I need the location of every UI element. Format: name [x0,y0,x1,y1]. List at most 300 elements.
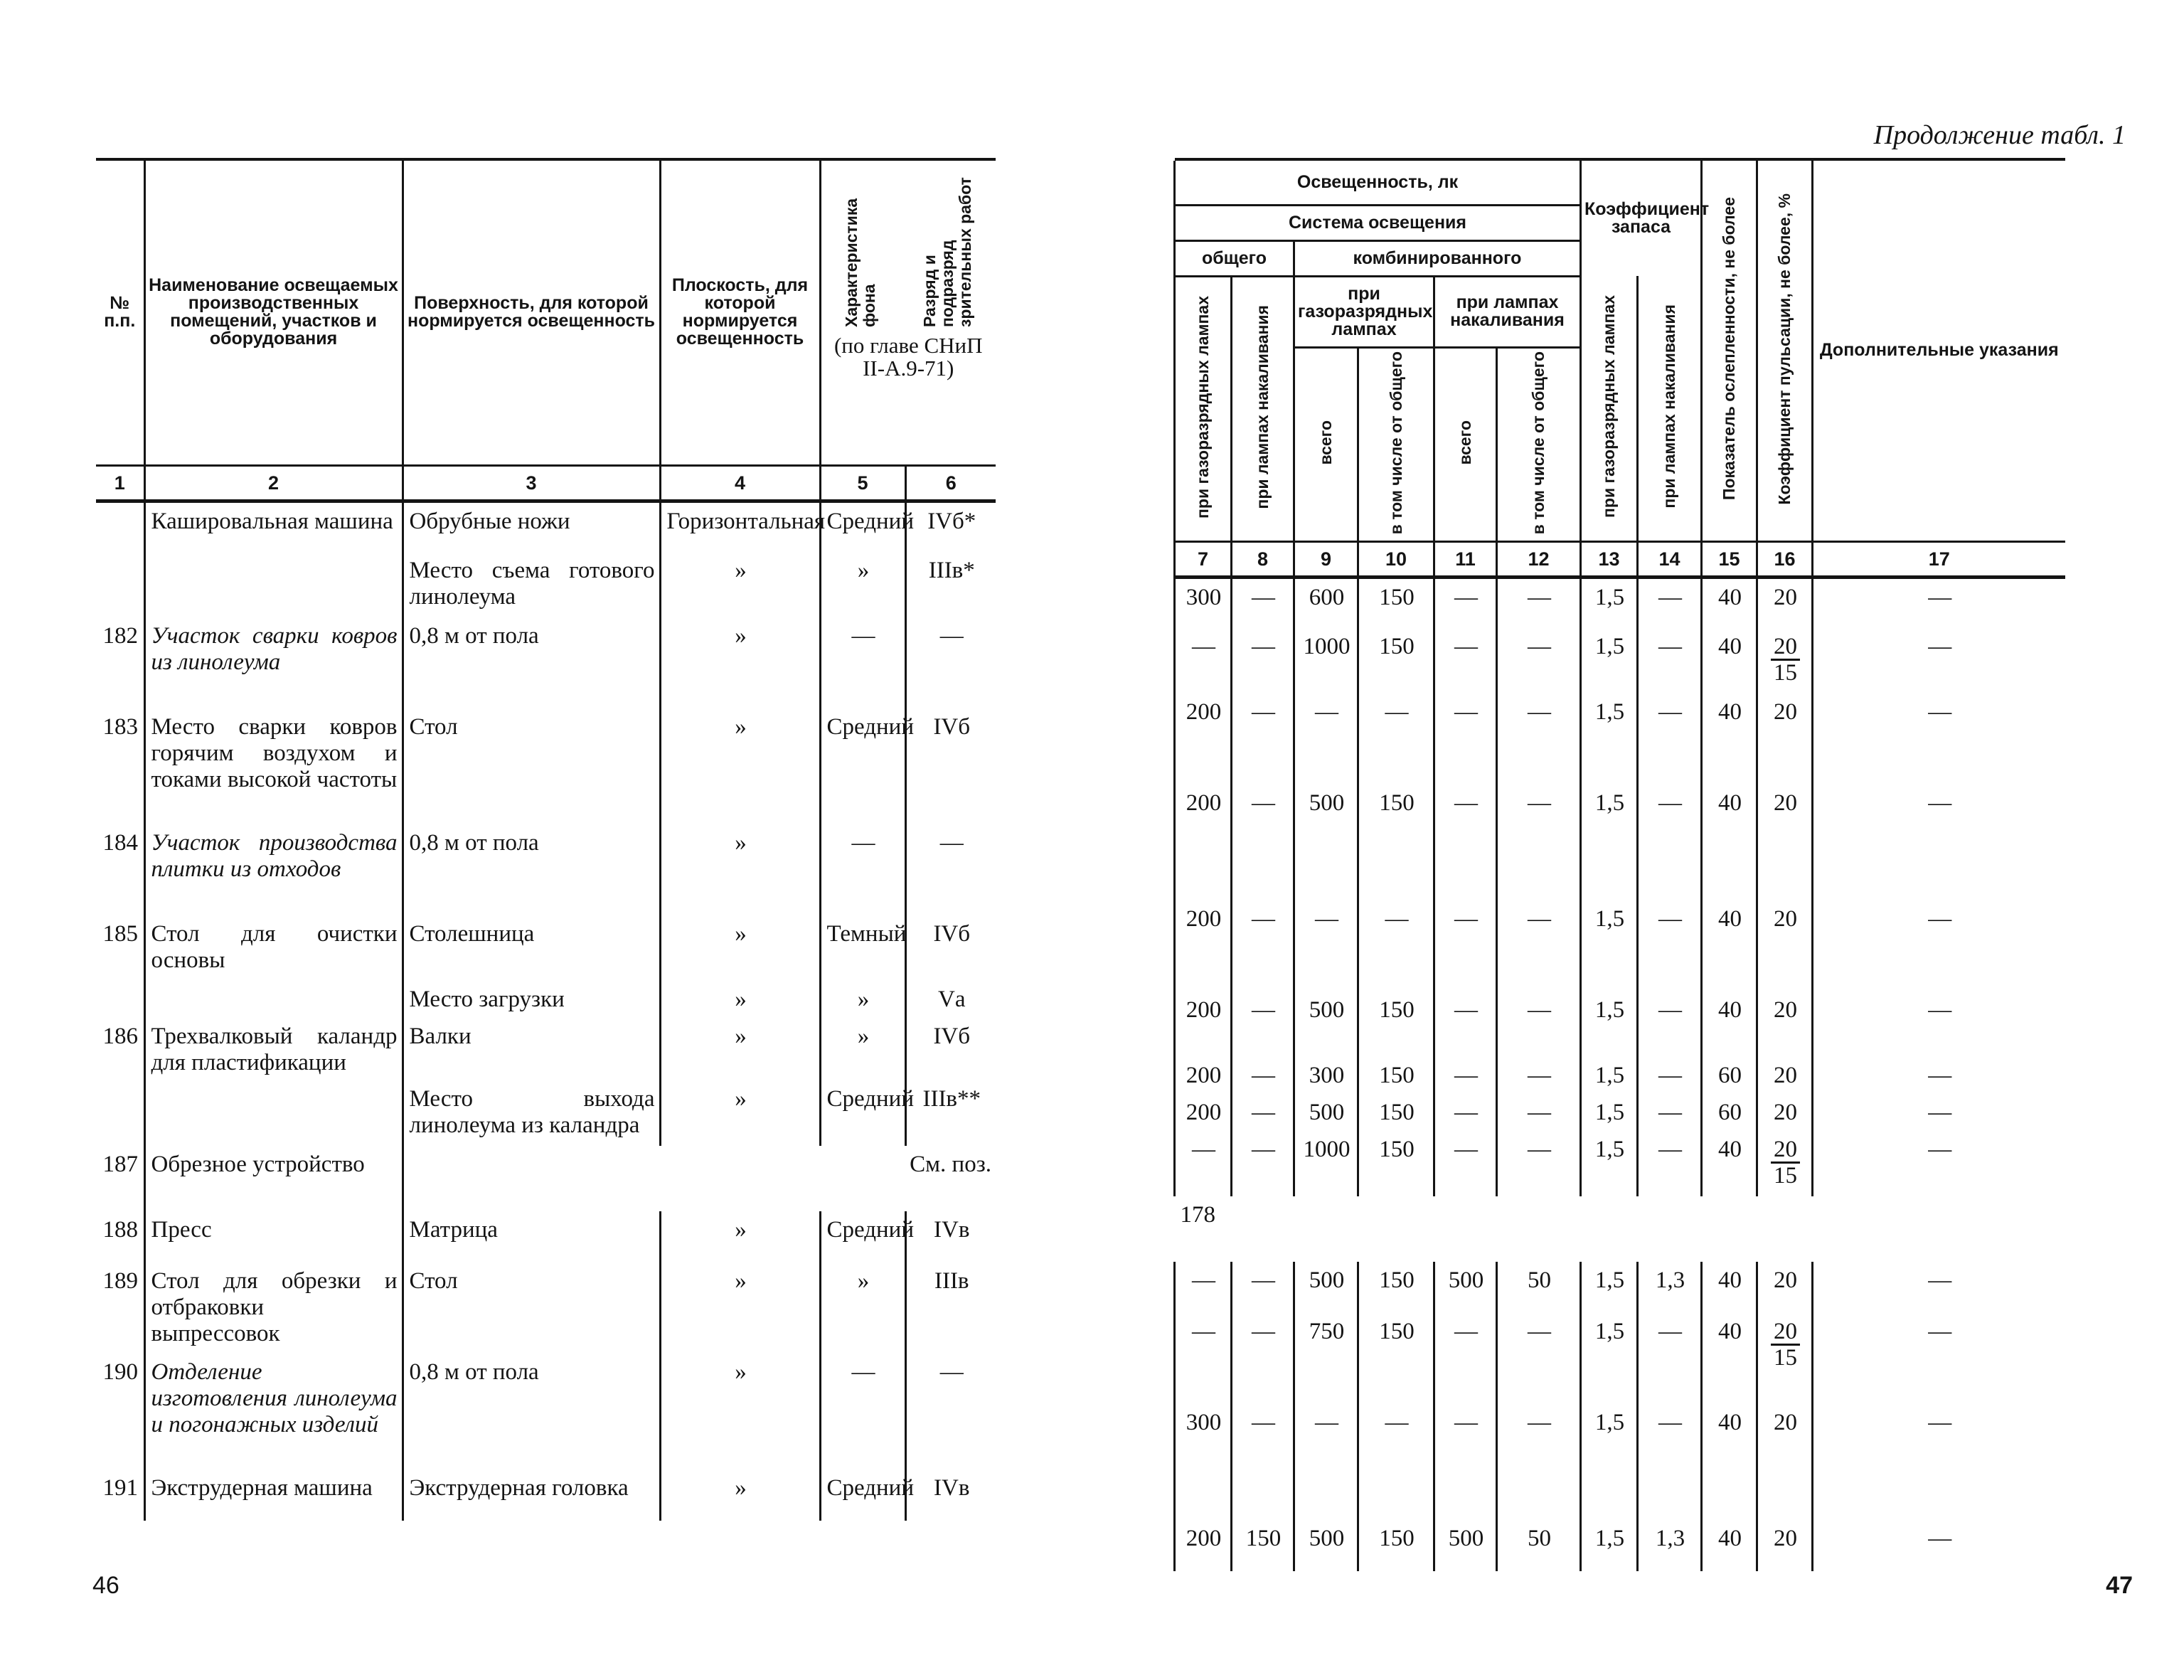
value-c17: — [1813,991,2065,1057]
table-row [96,915,996,981]
plane: Горизонтальная [660,501,820,552]
value-c7: 200 [1175,900,1232,991]
page-number-right: 47 [2106,1572,2133,1599]
column-numbers-row [1175,541,2065,577]
column-number: 4 [660,465,820,501]
table-row [1175,1131,2065,1196]
value-c14: — [1638,785,1702,900]
value-c8: — [1232,577,1294,628]
value-c17: — [1813,900,2065,991]
value-c14: — [1638,1094,1702,1131]
value-c13: 1,5 [1581,1094,1638,1131]
header-illuminance: Освещенность, лк [1175,161,1581,205]
value-c10: 150 [1358,628,1434,693]
plane: » [660,1018,820,1080]
value-c10: 150 [1358,1262,1434,1313]
value-c8: — [1232,900,1294,991]
value-c15: 40 [1702,1313,1757,1404]
value-c16: 20 [1757,785,1813,900]
plane: » [660,1211,820,1262]
value-c12: — [1497,1313,1581,1404]
value-c14: 1,3 [1638,1262,1702,1313]
table-row [1175,693,2065,785]
table-row [1175,1057,2065,1094]
value-c9: 750 [1294,1313,1358,1404]
value-c17: — [1813,1404,2065,1520]
table-row [1175,577,2065,628]
room-name: Участок сварки ковров из линолеума [144,617,403,708]
header-plane: Плоскость, для которой нормируется освещенность [660,161,820,465]
value-c15: 40 [1702,1262,1757,1313]
room-name: Трехвалковый каландр для пластификации [144,1018,403,1080]
header-c9: всего [1294,347,1358,541]
page-right [1092,0,2184,1680]
value-c11: 500 [1434,1262,1497,1313]
see-reference: См. поз. [403,1146,996,1211]
value-c12: — [1497,693,1581,785]
column-number: 9 [1294,541,1358,577]
value-c13: 1,5 [1581,785,1638,900]
value-c14: — [1638,1313,1702,1404]
value-c13: 1,5 [1581,1057,1638,1094]
header-pulsation: Коэффициент пульсации, не более, % [1757,161,1813,541]
table-row [96,1262,996,1354]
value-c13: 1,5 [1581,1313,1638,1404]
value-c8: — [1232,1094,1294,1131]
header-surface: Поверхность, для которой нормируется освещенность [403,161,660,465]
room-name: Обрезное устройство [144,1146,403,1211]
room-name: Экструдерная машина [144,1469,403,1521]
value-c7: 200 [1175,1520,1232,1571]
column-number: 14 [1638,541,1702,577]
table-row [96,1469,996,1521]
header-combined-gas: при газоразрядных лампах [1294,276,1434,347]
value-c15: 40 [1702,693,1757,785]
value-c17: — [1813,1262,2065,1313]
surface: 0,8 м от пола [403,617,660,708]
work-category: IVв [905,1469,996,1521]
value-c8: — [1232,693,1294,785]
row-number: 190 [102,1359,138,1385]
table-row [96,1080,996,1146]
header-c11: всего [1434,347,1497,541]
work-category: IIIв* [905,552,996,617]
value-c12: — [1497,628,1581,693]
table-body-left [96,501,996,1521]
value-c15: 40 [1702,577,1757,628]
value-c15: 40 [1702,628,1757,693]
value-c8: — [1232,1057,1294,1094]
work-category: IVб [905,708,996,824]
table-row [1175,1313,2065,1404]
column-numbers-row [96,465,996,501]
table-row [1175,1520,2065,1571]
value-c9: — [1294,900,1358,991]
column-number: 8 [1232,541,1294,577]
value-c17: — [1813,693,2065,785]
table-row [1175,1196,2065,1262]
table-row [1175,628,2065,693]
table-row [96,1354,996,1469]
room-name [144,1080,403,1146]
value-c17: — [1813,785,2065,900]
table-row [1175,785,2065,900]
row-number: 189 [102,1268,138,1294]
pulsation-fraction [1757,628,1813,693]
value-c16: 20 [1757,900,1813,991]
header-c13: при газоразрядных лампах [1581,276,1638,541]
background: — [820,1354,905,1469]
column-number: 17 [1813,541,2065,577]
plane: » [660,708,820,824]
value-c7: 300 [1175,1404,1232,1520]
plane: » [660,1354,820,1469]
row-number [96,552,144,617]
row-number: 182 [102,623,138,649]
header-no: № п.п. [96,161,144,465]
background: Средний [820,1211,905,1262]
value-c7: 200 [1175,1094,1232,1131]
value-c9: 1000 [1294,628,1358,693]
row-number [96,1080,144,1146]
value-c14: — [1638,1404,1702,1520]
value-c9: 300 [1294,1057,1358,1094]
surface: 0,8 м от пола [403,824,660,915]
value-c11: — [1434,1057,1497,1094]
value-c8: 150 [1232,1520,1294,1571]
work-category: IIIв** [905,1080,996,1146]
table-row [96,501,996,552]
surface: Матрица [403,1211,660,1262]
value-c14: — [1638,577,1702,628]
value-c16: 20 [1757,1404,1813,1520]
row-number: 187 [102,1152,138,1177]
value-c12: — [1497,785,1581,900]
value-c10: 150 [1358,1131,1434,1196]
room-name: Отделение изготовления линолеума и погонажных изделий [144,1354,403,1469]
value-c9: 1000 [1294,1131,1358,1196]
value-c11: — [1434,628,1497,693]
pulsation-fraction [1757,1131,1813,1196]
column-number: 3 [403,465,660,501]
plane: » [660,552,820,617]
value-c11: — [1434,991,1497,1057]
value-c10: — [1358,693,1434,785]
surface: Валки [403,1018,660,1080]
plane: » [660,1080,820,1146]
value-c8: — [1232,785,1294,900]
table-row [1175,991,2065,1057]
value-c13: 1,5 [1581,900,1638,991]
value-c9: 500 [1294,785,1358,900]
value-c10: 150 [1358,1094,1434,1131]
value-c10: — [1358,900,1434,991]
header-room-name: Наименование освещаемых производственных помещений, участков и оборудования [144,161,403,465]
value-c9: 500 [1294,991,1358,1057]
plane: » [660,981,820,1018]
row-number: 183 [102,714,138,740]
table-row [96,708,996,824]
value-c13: 1,5 [1581,1520,1638,1571]
fraction-denominator: 15 [1774,1163,1797,1189]
surface: 0,8 м от пола [403,1354,660,1469]
fraction-numerator: 20 [1771,1319,1800,1346]
header-c14: при лампах накаливания [1638,276,1702,541]
work-category: IVб* [905,501,996,552]
value-c13: 1,5 [1581,1404,1638,1520]
value-c7: — [1175,1262,1232,1313]
surface: Место выхода линолеума из каландра [403,1080,660,1146]
room-name: Стол для обрезки и отбраковки выпрессовок [144,1262,403,1354]
work-category: — [905,1354,996,1469]
value-c10: — [1358,1404,1434,1520]
header-background-and-category [820,161,996,465]
background: Средний [820,708,905,824]
background: — [820,617,905,708]
row-number: 186 [102,1024,138,1049]
header-reserve-coef: Коэффициент запаса [1581,161,1702,276]
value-c12: — [1497,991,1581,1057]
value-c9: 600 [1294,577,1358,628]
value-c15: 40 [1702,785,1757,900]
background: — [820,824,905,915]
surface: Стол [403,708,660,824]
background: Темный [820,915,905,981]
plane: » [660,1262,820,1354]
room-name [144,552,403,617]
value-c13: 1,5 [1581,628,1638,693]
value-c11: — [1434,900,1497,991]
value-c10: 150 [1358,577,1434,628]
surface: Место загрузки [403,981,660,1018]
value-c9: — [1294,1404,1358,1520]
header-background: Характеристика фона [841,198,878,327]
value-c15: 40 [1702,900,1757,991]
value-c12: 50 [1497,1262,1581,1313]
value-c12: — [1497,1131,1581,1196]
value-c7: 200 [1175,1057,1232,1094]
value-c7: 200 [1175,991,1232,1057]
value-c8: — [1232,1131,1294,1196]
room-name: Место сварки ковров горячим воздухом и токами высокой частоты [144,708,403,824]
room-name: Пресс [144,1211,403,1262]
value-c11: — [1434,1404,1497,1520]
value-c14: 1,3 [1638,1520,1702,1571]
value-c12: 50 [1497,1520,1581,1571]
row-number [96,501,144,552]
header-c12: в том числе от общего [1497,347,1581,541]
fraction-denominator: 15 [1774,1345,1797,1371]
background: » [820,981,905,1018]
background: Средний [820,501,905,552]
work-category: — [905,617,996,708]
work-category: — [905,824,996,915]
value-c7: — [1175,628,1232,693]
value-c11: 500 [1434,1520,1497,1571]
value-c17: — [1813,1313,2065,1404]
value-c10: 150 [1358,785,1434,900]
value-c8: — [1232,628,1294,693]
value-c15: 40 [1702,1131,1757,1196]
column-number: 10 [1358,541,1434,577]
value-c14: — [1638,900,1702,991]
value-c13: 1,5 [1581,1131,1638,1196]
value-c14: — [1638,1057,1702,1094]
norms-table-right [1173,158,2065,1571]
table-row [1175,1404,2065,1520]
table-row [96,824,996,915]
fraction-numerator: 20 [1771,1137,1800,1164]
room-name: Каширoвальная машина [144,501,403,552]
norms-table-left [96,158,996,1521]
room-name: Участок производства плитки из отходов [144,824,403,915]
background: » [820,1018,905,1080]
value-c7: — [1175,1313,1232,1404]
value-c16: 20 [1757,1262,1813,1313]
value-c9: — [1294,693,1358,785]
table-row [96,1018,996,1080]
value-c11: — [1434,1313,1497,1404]
value-c12: — [1497,1057,1581,1094]
value-c12: — [1497,1094,1581,1131]
value-c16: 20 [1757,991,1813,1057]
header-system: Система освещения [1175,205,1581,240]
pulsation-fraction [1757,1313,1813,1404]
value-c15: 40 [1702,1404,1757,1520]
surface: Столешница [403,915,660,981]
value-c10: 150 [1358,1057,1434,1094]
background: Средний [820,1080,905,1146]
fraction-numerator: 20 [1771,634,1800,661]
header-combined-incand: при лампах накаливания [1434,276,1581,347]
work-category: IVб [905,1018,996,1080]
work-category: IVб [905,915,996,981]
background: » [820,1262,905,1354]
value-c11: — [1434,577,1497,628]
room-name [144,981,403,1018]
room-name: Стол для очистки основы [144,915,403,981]
value-c8: — [1232,991,1294,1057]
value-c8: — [1232,1404,1294,1520]
table-row [96,1211,996,1262]
header-notes: Дополнительные указания [1813,161,2065,541]
value-c13: 1,5 [1581,693,1638,785]
value-c13: 1,5 [1581,991,1638,1057]
value-c7: — [1175,1131,1232,1196]
value-c17: — [1813,1520,2065,1571]
background: » [820,552,905,617]
header-category: Разряд и подразряд зрительных работ [920,177,974,327]
work-category: Vа [905,981,996,1018]
surface: Место съема готового линолеума [403,552,660,617]
work-category: IVв [905,1211,996,1262]
header-c7: при газоразрядных лампах [1175,276,1232,541]
value-c17: — [1813,628,2065,693]
value-c10: 150 [1358,1313,1434,1404]
column-number: 12 [1497,541,1581,577]
value-c15: 60 [1702,1057,1757,1094]
row-number [96,981,144,1018]
header-general: общего [1175,240,1294,276]
value-c8: — [1232,1313,1294,1404]
column-number: 2 [144,465,403,501]
value-c14: — [1638,693,1702,785]
surface: Экструдерная головка [403,1469,660,1521]
value-c13: 1,5 [1581,577,1638,628]
value-c8: — [1232,1262,1294,1313]
value-c9: 500 [1294,1520,1358,1571]
value-c16: 20 [1757,1057,1813,1094]
plane: » [660,617,820,708]
value-c12: — [1497,1404,1581,1520]
value-c17: — [1813,577,2065,628]
value-c17: — [1813,1057,2065,1094]
header-c8: при лампах накаливания [1232,276,1294,541]
table-row [96,981,996,1018]
value-c7: 200 [1175,693,1232,785]
table-row [96,617,996,708]
value-c14: — [1638,991,1702,1057]
value-c13: 1,5 [1581,1262,1638,1313]
plane: » [660,1469,820,1521]
value-c16: 20 [1757,577,1813,628]
table-row [96,1146,996,1211]
table-row [96,552,996,617]
value-c11: — [1434,1094,1497,1131]
value-c7: 300 [1175,577,1232,628]
value-c15: 60 [1702,1094,1757,1131]
value-c15: 40 [1702,1520,1757,1571]
value-c12: — [1497,900,1581,991]
column-number: 15 [1702,541,1757,577]
header-combined: комбинированного [1294,240,1581,276]
see-reference-position: 178 [1180,1202,1215,1228]
value-c9: 500 [1294,1262,1358,1313]
row-number: 191 [102,1475,138,1501]
plane: » [660,824,820,915]
value-c12: — [1497,577,1581,628]
row-number: 185 [102,921,138,947]
value-c16: 20 [1757,1520,1813,1571]
value-c17: — [1813,1131,2065,1196]
background: Средний [820,1469,905,1521]
table-row [1175,900,2065,991]
value-c15: 40 [1702,991,1757,1057]
value-c11: — [1434,1131,1497,1196]
column-number: 13 [1581,541,1638,577]
column-number: 16 [1757,541,1813,577]
row-number: 188 [102,1217,138,1243]
value-c16: 20 [1757,693,1813,785]
value-c16: 20 [1757,1094,1813,1131]
column-number: 5 [820,465,905,501]
value-c17: — [1813,1094,2065,1131]
surface: Стол [403,1262,660,1354]
value-c7: 200 [1175,785,1232,900]
table-row [1175,1262,2065,1313]
header-glare: Показатель ослепленности, не более [1702,161,1757,541]
column-number: 11 [1434,541,1497,577]
value-c14: — [1638,628,1702,693]
header-snip-note: (по главе СНиП II-А.9-71) [833,333,983,381]
value-c11: — [1434,785,1497,900]
table-continuation-title: Продолжение табл. 1 [1873,120,2126,150]
row-number: 184 [102,830,138,856]
work-category: IIIв [905,1262,996,1354]
value-c11: — [1434,693,1497,785]
column-number: 7 [1175,541,1232,577]
page-number-left: 46 [92,1572,119,1599]
